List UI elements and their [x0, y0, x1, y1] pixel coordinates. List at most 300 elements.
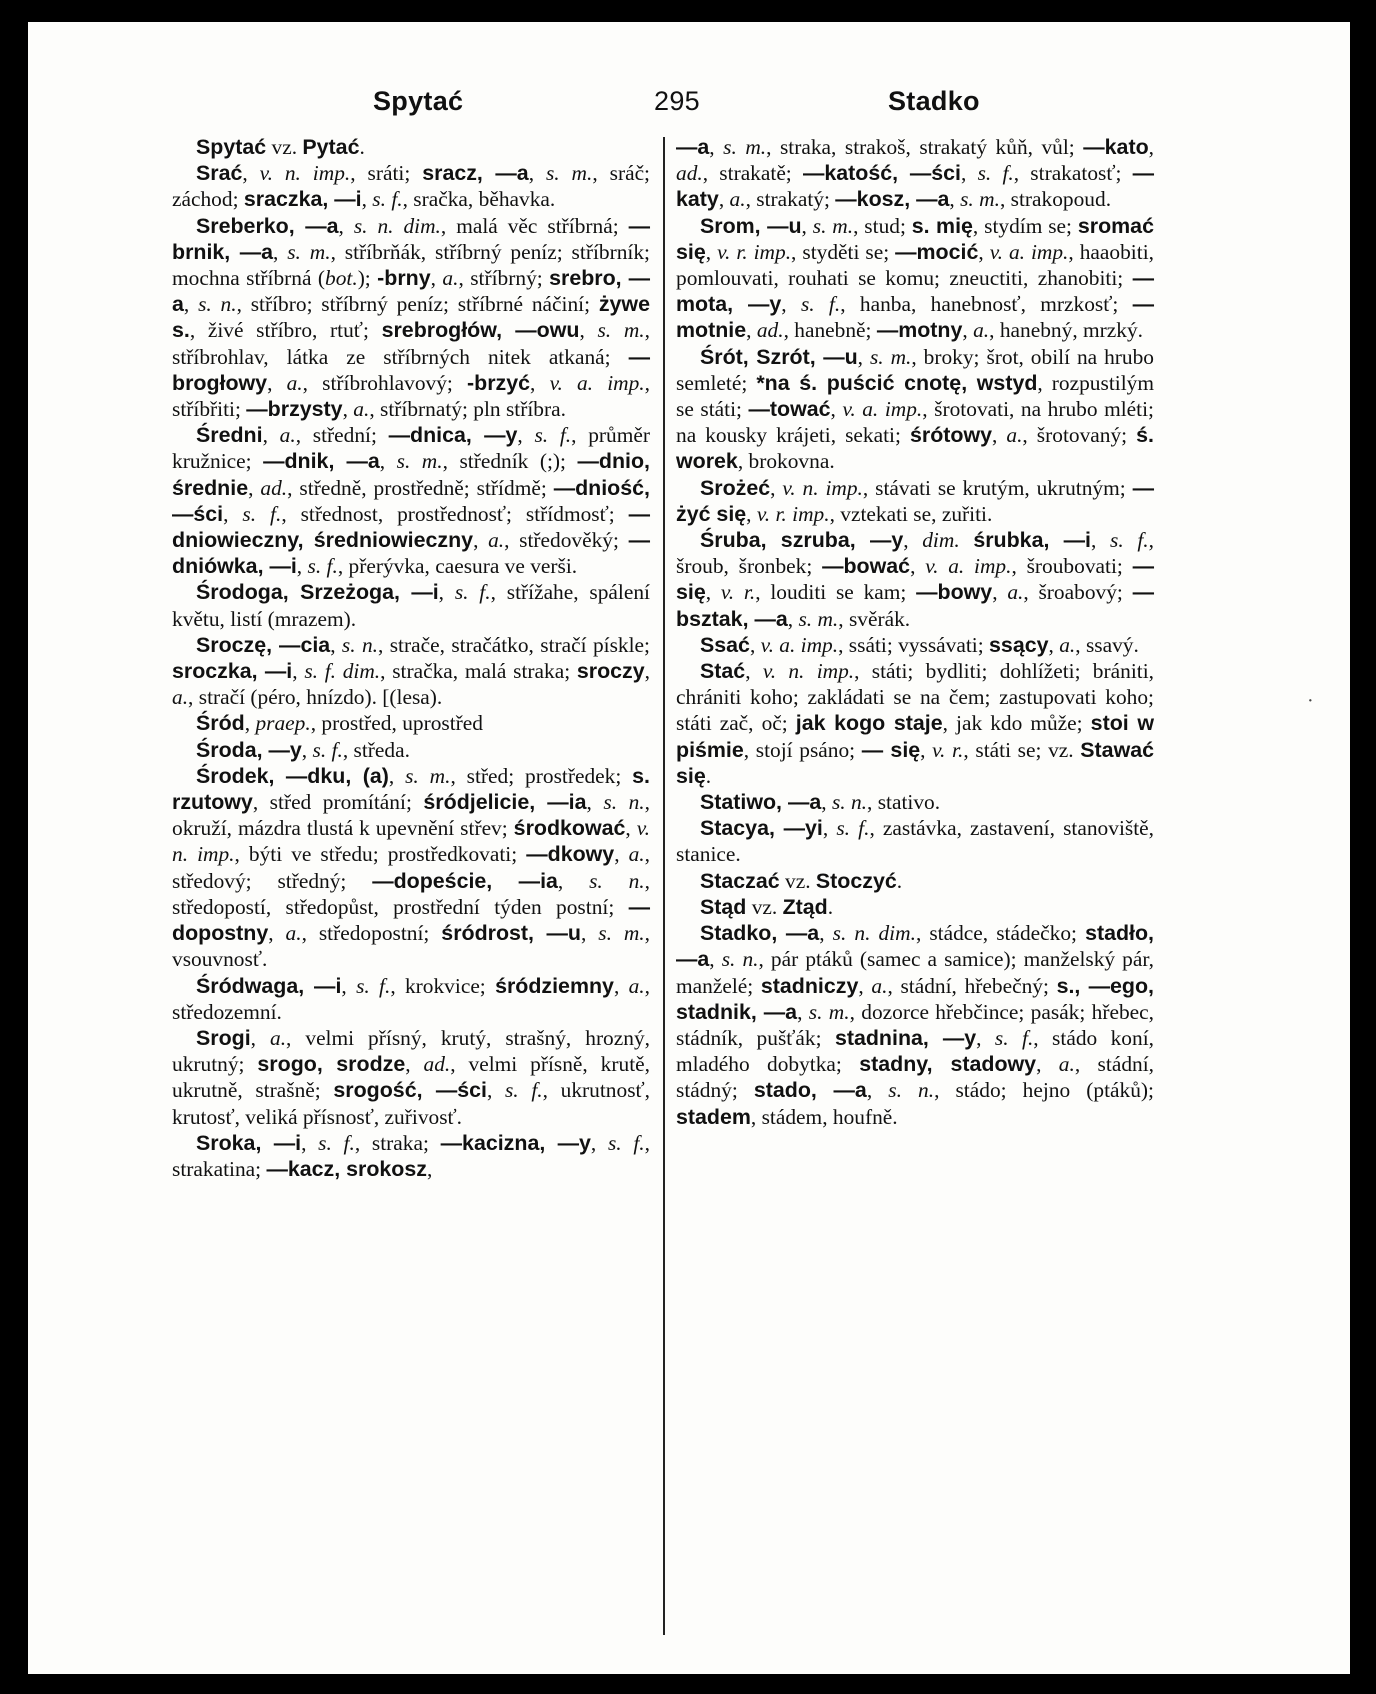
entry-grammar-label: s. f. — [836, 816, 870, 841]
entry-headword: —kato — [1083, 135, 1149, 159]
entry-text: , stříbro; stříbrný peníz; stříbrné náčiní; — [236, 292, 599, 317]
column-divider — [663, 137, 665, 1635]
entry-headword: —dnik, —a — [263, 449, 380, 474]
entry-text: , — [949, 187, 961, 212]
entry-text: , — [557, 868, 590, 893]
entry-text: , středopostí, středopůst, prostřední týden postní; — [172, 868, 650, 919]
entry-grammar-label: s. m. — [812, 213, 854, 238]
entry-text: , — [770, 475, 783, 500]
entry-headword: —mocić — [895, 239, 979, 264]
right-column — [676, 134, 1154, 1130]
entry-headword: Pytać — [302, 135, 360, 159]
entry-headword: —bowy — [916, 580, 993, 605]
entry-headword: s. rzutowy — [172, 763, 650, 815]
entry-text: , stříbrohlav, látka ze stříbrných nitek atkaná; — [172, 318, 650, 369]
entry-headword: stadny, stadowy — [859, 1052, 1037, 1077]
entry-text: , straka, strakoš, strakatý kůň, vůl; — [766, 135, 1084, 159]
dictionary-entry — [172, 710, 650, 736]
entry-text: vz. — [266, 135, 303, 159]
entry-headword: Śródwaga, —i — [196, 973, 342, 998]
entry-grammar-label: s. n. — [831, 790, 868, 815]
entry-headword: —brogłowy — [172, 344, 650, 395]
entry-headword: — się — [861, 737, 921, 762]
entry-text: , — [992, 580, 1008, 605]
entry-grammar-label: s. m. — [960, 187, 1000, 212]
entry-headword: —brnik, —a — [172, 213, 650, 264]
entry-headword: Staczać — [700, 868, 780, 893]
entry-text: vz. — [779, 868, 816, 893]
entry-grammar-label: ad. — [423, 1052, 451, 1077]
entry-text: , šroubovati; — [1011, 554, 1133, 579]
entry-grammar-label: v. a. imp. — [925, 554, 1012, 579]
entry-text: , dozorce hřebčince; pasák; hřebec, stádník, pušťák; — [676, 999, 1155, 1050]
dictionary-entry — [676, 527, 1154, 632]
entry-text: , — [242, 161, 260, 186]
entry-text: , — [819, 921, 833, 946]
entry-headword: srogo, srodze — [257, 1052, 406, 1077]
entry-headword: —kacz, srokosz — [266, 1156, 427, 1181]
entry-headword: sromać się — [676, 213, 1154, 264]
entry-headword: Stoczyć — [815, 868, 897, 893]
entry-grammar-label: s. f. — [534, 423, 572, 448]
entry-text: , hanba, hanebnosť, mrzkosť; — [840, 292, 1133, 317]
entry-text: , vztekati se, zuřiti. — [829, 501, 993, 526]
entry-grammar-label: a. — [488, 528, 505, 553]
entry-headword: Śruba, szruba, —y — [700, 528, 904, 553]
entry-text: , — [821, 790, 832, 815]
entry-grammar-label: s. f. — [800, 292, 841, 317]
entry-text: , ssavý. — [1075, 632, 1139, 657]
entry-grammar-label: a. — [628, 842, 645, 867]
entry-grammar-label: a. — [286, 370, 303, 395]
entry-headword: Srać — [196, 161, 243, 186]
entry-grammar-label: s. m. — [405, 763, 451, 788]
header-right-guide-word: Stadko — [888, 86, 980, 116]
entry-text: , malá věc stříbrná; — [440, 213, 629, 238]
entry-headword: —motny — [876, 318, 963, 343]
entry-grammar-label: s. f. — [307, 554, 338, 579]
entry-headword: —dniość, —ści — [172, 475, 650, 526]
entry-headword: sracz, —a — [422, 161, 529, 186]
entry-headword: Śrót, Szrót, —u — [700, 344, 858, 369]
entry-text: , stračí (péro, hnízdo). [(lesa). — [188, 685, 443, 710]
entry-grammar-label: a. — [270, 1025, 287, 1050]
entry-text: , — [338, 213, 354, 238]
entry-text: , — [1148, 135, 1154, 159]
entry-text: , — [709, 135, 724, 159]
entry-headword: sroczy — [576, 659, 645, 684]
entry-text: , stádem, houfně. — [750, 1104, 898, 1129]
entry-text: , velmi přísně, krutě, ukrutně, strašně; — [172, 1052, 650, 1103]
entry-text: , stávati se krutým, ukrutným; — [862, 475, 1133, 500]
entry-grammar-label: v. n. imp. — [782, 475, 863, 500]
entry-grammar-label: s. f. dim. — [304, 659, 381, 684]
entry-text: , — [978, 239, 990, 264]
entry-headword: żywe s. — [172, 292, 650, 343]
entry-text: , živé stříbro, rtuť; — [189, 318, 382, 343]
dictionary-entry — [172, 579, 650, 631]
entry-text: . — [827, 894, 834, 919]
dictionary-entry — [172, 973, 650, 1025]
entry-text: , státi se; vz. — [963, 737, 1081, 762]
entry-headword: s., —ego, stadnik, —a — [676, 973, 1154, 1024]
entry-text: ); — [357, 266, 378, 291]
entry-grammar-label: v. n. imp. — [259, 161, 351, 186]
entry-text: , — [749, 632, 761, 657]
entry-text: , strakatosť; — [1013, 161, 1133, 186]
entry-grammar-label: a. — [442, 266, 459, 291]
entry-text: , — [262, 423, 280, 448]
entry-text: , velmi přísný, krutý, strašný, hrozný, ukrutný; — [172, 1025, 650, 1077]
entry-headword: Spytać — [196, 135, 267, 159]
entry-text: , šroabový; — [1023, 580, 1133, 605]
entry-headword: stadło, —a — [676, 921, 1154, 972]
entry-text: , — [705, 580, 721, 605]
entry-grammar-label: s. n. dim. — [832, 921, 916, 946]
entry-text: , střednost, prostřednosť; střídmosť; — [281, 501, 629, 526]
entry-headword: —dopostny — [172, 894, 650, 946]
entry-grammar-label: s. m. — [808, 999, 850, 1024]
entry-text: , — [625, 816, 637, 841]
entry-headword: stadnina, —y — [834, 1025, 977, 1050]
entry-grammar-label: v. n. imp. — [762, 659, 855, 684]
entry-text: , brokovna. — [737, 449, 835, 474]
entry-grammar-label: s. f. — [454, 580, 491, 605]
entry-text: , rozpustilým se státi; — [676, 370, 1154, 422]
entry-text: , stojí psáno; — [743, 737, 862, 762]
entry-text: , stádní, hřebečný; — [887, 973, 1057, 998]
entry-headword: Śród — [196, 711, 245, 736]
entry-headword: —dopeście, —ia — [372, 868, 558, 893]
entry-text: , — [267, 370, 287, 395]
entry-grammar-label: a. — [353, 397, 370, 422]
entry-headword: Ztąd — [782, 894, 828, 919]
entry-headword: Sroka, —i — [196, 1130, 302, 1155]
entry-headword: —mota, —y — [676, 266, 1154, 317]
entry-grammar-label: s. n. — [603, 790, 645, 815]
entry-grammar-label: a. — [1007, 580, 1024, 605]
entry-text: , — [991, 423, 1007, 448]
entry-text: , — [426, 1156, 433, 1181]
entry-text: , stádní, stádný; — [676, 1052, 1154, 1103]
entry-text: , — [801, 213, 813, 238]
entry-text: , — [718, 187, 730, 212]
entry-headword: —kacizna, —y — [440, 1130, 591, 1155]
page-number: 295 — [654, 86, 700, 116]
entry-headword: —bować — [822, 554, 911, 579]
entry-text: , — [405, 1052, 424, 1077]
entry-grammar-label: s. m. — [869, 344, 912, 369]
entry-grammar-label: s. f. — [372, 187, 403, 212]
entry-text: , — [1036, 1052, 1059, 1077]
entry-text: , stříbřiti; — [172, 370, 650, 422]
entry-grammar-label: s. f. — [994, 1025, 1034, 1050]
entry-headword: —żyć się — [676, 475, 1154, 526]
entry-headword: śrubka, —i — [973, 528, 1091, 553]
entry-text: , — [709, 947, 722, 972]
entry-text: , stříbrňák, stříbrný peníz; stříbrník; mochna stříbrná ( — [172, 239, 650, 291]
entry-text: , hanebný, mrzký. — [989, 318, 1144, 343]
entry-text: , střední; — [295, 423, 389, 448]
dictionary-entry — [676, 920, 1154, 1130]
page-header — [28, 86, 1350, 136]
entry-headword: —dkowy — [526, 842, 615, 867]
entry-grammar-label: a. — [1006, 423, 1023, 448]
dictionary-entry — [676, 894, 1154, 920]
entry-text: , sračka, běhavka. — [402, 187, 556, 212]
entry-text: , ssáti; vyssávati; — [838, 632, 990, 657]
entry-text: , — [822, 816, 837, 841]
entry-grammar-label: a. — [1058, 1052, 1075, 1077]
entry-headword: -brzyć — [467, 370, 531, 395]
entry-text: , šrotovaný; — [1022, 423, 1137, 448]
entry-text: , — [614, 842, 629, 867]
entry-grammar-label: s. m. — [597, 318, 645, 343]
entry-text: , svěrák. — [838, 606, 911, 631]
entry-headword: ssący — [989, 632, 1049, 657]
left-column — [172, 134, 650, 1182]
entry-grammar-label: s. m. — [396, 449, 443, 474]
entry-grammar-label: ad. — [676, 161, 703, 186]
entry-text: , — [590, 1130, 608, 1155]
entry-grammar-label: s. n. — [589, 868, 645, 893]
entry-headword: —tować — [748, 397, 831, 422]
entry-headword: —dniowieczny, średniowieczny — [172, 501, 650, 553]
entry-text: , — [330, 632, 342, 657]
entry-headword: s. mię — [911, 213, 973, 238]
entry-text: , — [296, 554, 308, 579]
entry-headword: —dniówka, —i — [172, 528, 650, 579]
entry-text: , — [379, 449, 397, 474]
entry-text: , střed promítání; — [252, 790, 424, 815]
dictionary-entry — [172, 763, 650, 973]
entry-text: , — [866, 1078, 889, 1103]
entry-grammar-label: s. f. — [242, 501, 282, 526]
entry-grammar-label: ad. — [756, 318, 784, 343]
entry-text: , střížahe, spálení květu, listí (mrazem). — [172, 580, 650, 631]
entry-headword: —kosz, —a — [835, 187, 950, 212]
entry-headword: stado, —a — [753, 1078, 867, 1103]
entry-grammar-label: a. — [285, 921, 302, 946]
entry-headword: śródrost, —u — [441, 921, 581, 946]
entry-grammar-label: s. m. — [545, 161, 593, 186]
entry-grammar-label: s. f. — [607, 1130, 645, 1155]
entry-grammar-label: s. n. — [341, 632, 379, 657]
entry-headword: Ssać — [700, 632, 750, 657]
entry-headword: -brny — [377, 266, 431, 291]
entry-text: , — [920, 737, 933, 762]
entry-grammar-label: s. f. — [504, 1078, 543, 1103]
entry-headword: stadniczy — [760, 973, 859, 998]
entry-headword: Środek, —dku, (a) — [196, 763, 389, 788]
stray-mark: · — [1307, 690, 1314, 712]
entry-text: , — [961, 161, 978, 186]
entry-headword: Środoga, Srzeżoga, —i — [196, 580, 439, 605]
dictionary-entry — [676, 475, 1154, 527]
dictionary-entry — [676, 632, 1154, 658]
entry-text: , — [517, 423, 535, 448]
entry-grammar-label: a. — [279, 423, 296, 448]
entry-text: , — [361, 187, 373, 212]
entry-text: . — [705, 763, 712, 788]
entry-headword: —motnie — [676, 292, 1155, 343]
entry-text: , sráč; záchod; — [172, 161, 651, 212]
entry-text: , šrotovati, na hrubo mléti; na kousky krájeti, sekati; — [676, 397, 1154, 448]
dictionary-entry — [172, 632, 650, 711]
entry-grammar-label: s. f. — [1110, 528, 1149, 553]
entry-headword: Sroczę, —cia — [196, 632, 331, 657]
entry-headword: stoi w piśmie — [676, 711, 1154, 762]
entry-text: , — [976, 1025, 995, 1050]
entry-grammar-label: dim. — [922, 528, 960, 553]
entry-text: , — [613, 973, 629, 998]
entry-grammar-label: s. m. — [798, 606, 839, 631]
entry-text: , — [301, 1130, 319, 1155]
entry-text: , — [430, 266, 443, 291]
entry-text: , strakatý; — [745, 187, 836, 212]
entry-text: , šroub, šronbek; — [676, 528, 1154, 579]
entry-headword: Srom, —u — [700, 213, 802, 238]
entry-text: , stříbrný; — [458, 266, 550, 291]
entry-text: , jak kdo může; — [942, 711, 1091, 736]
entry-text: , středověký; — [504, 528, 629, 553]
entry-headword: Stacya, —yi — [700, 816, 823, 841]
entry-headword: Stać — [700, 659, 746, 684]
entry-grammar-label: s. f. — [318, 1130, 355, 1155]
entry-text: , — [745, 659, 763, 684]
entry-text: , — [858, 973, 872, 998]
entry-grammar-label: s. m. — [723, 135, 767, 159]
entry-text: , styděti se; — [791, 239, 896, 264]
entry-text: , — [244, 711, 256, 736]
entry-headword: Sreberko, —a — [196, 213, 339, 238]
entry-text: , — [292, 659, 305, 684]
entry-text: , středopostní; — [301, 921, 442, 946]
entry-text: , středový; středný; — [172, 842, 650, 893]
entry-grammar-label: v. a. imp. — [760, 632, 839, 657]
entry-text: , — [248, 475, 261, 500]
entry-headword: śródziemny — [495, 973, 614, 998]
entry-grammar-label: s. n. dim. — [353, 213, 441, 238]
entry-headword: srebrogłów, —owu — [381, 318, 580, 343]
entry-text: , — [746, 501, 757, 526]
entry-text — [960, 528, 974, 552]
entry-text: , haaobiti, pomlouvati, rouhati se komu; zneuctiti, zhanobiti; — [676, 239, 1154, 291]
entry-text: , — [579, 318, 598, 343]
entry-headword: — się — [676, 554, 1154, 605]
entry-text: , — [183, 292, 199, 317]
entry-grammar-label: v. r. — [720, 580, 756, 605]
entry-headword: śródjelicie, —ia — [423, 790, 587, 815]
entry-text: , — [438, 580, 455, 605]
entry-text: , — [342, 397, 354, 422]
entry-text: , stud; — [853, 213, 912, 238]
entry-headword: stadem — [676, 1104, 751, 1129]
entry-grammar-label: s. n. — [888, 1078, 935, 1103]
entry-grammar-label: s. m. — [598, 921, 645, 946]
entry-text: , stříbrnatý; pln stříbra. — [369, 397, 566, 422]
entry-text: , vsouvnosť. — [172, 921, 651, 972]
entry-text: , stádce, stádečko; — [915, 921, 1086, 946]
entry-text: , státi; bydliti; dohlížeti; brániti, chrániti koho; zakládati se na čem; zastupovati koho; státi zač, oč; — [676, 659, 1154, 736]
entry-grammar-label: a. — [1059, 632, 1076, 657]
entry-text: , — [746, 318, 757, 343]
entry-headword: Stadko, —a — [700, 921, 820, 946]
entry-text: , hanebně; — [783, 318, 877, 343]
entry-headword: srogość, —ści — [333, 1078, 487, 1103]
entry-headword: Srożeć — [700, 475, 771, 500]
entry-text: , louditi se kam; — [755, 580, 917, 605]
entry-text: , prostřed, uprostřed — [310, 711, 483, 736]
entry-headword: Średni — [196, 423, 263, 448]
entry-grammar-label: v. a. imp. — [549, 370, 645, 395]
entry-grammar-label: a. — [973, 318, 990, 343]
entry-text: . — [359, 135, 365, 159]
entry-grammar-label: v. a. imp. — [989, 239, 1069, 264]
entry-text: , — [580, 921, 599, 946]
dictionary-entry — [172, 160, 650, 212]
entry-text: vz. — [746, 894, 783, 919]
entry-text: , — [797, 999, 809, 1024]
dictionary-entry — [676, 658, 1154, 789]
entry-text: , — [473, 528, 489, 553]
entry-text: , okruží, mázdra tlustá k upevnění střev; — [172, 790, 650, 841]
entry-text: , ukrutnosť, krutosť, veliká přísnosť, zuřivosť. — [172, 1078, 650, 1129]
entry-grammar-label: v. n. imp. — [172, 816, 650, 867]
entry-text: , — [486, 1078, 505, 1103]
dictionary-entry — [676, 868, 1154, 894]
entry-grammar-label: a. — [729, 187, 746, 212]
entry-text: , — [705, 239, 718, 264]
entry-text: , — [528, 161, 546, 186]
entry-headword: —katość, —ści — [802, 161, 962, 186]
entry-text: , stádo; hejno (ptáků); — [934, 1078, 1154, 1103]
entry-grammar-label: praep. — [255, 711, 311, 736]
entry-headword: —bsztak, —a — [676, 580, 1155, 631]
entry-text: , — [830, 397, 843, 422]
entry-text: , strakatina; — [172, 1130, 651, 1181]
entry-headword: ś. worek — [676, 423, 1154, 474]
entry-text: , býti ve středu; prostředkovati; — [234, 842, 527, 867]
dictionary-entry — [172, 737, 650, 763]
entry-text: , — [962, 318, 974, 343]
entry-text: , stříbrohlavový; — [302, 370, 468, 395]
entry-headword: srebro, —a — [172, 266, 651, 317]
entry-headword: Srogi — [196, 1025, 251, 1050]
entry-headword: —a — [676, 135, 710, 159]
entry-text: , zastávka, zastavení, stanoviště, stanice. — [676, 816, 1154, 867]
entry-text: , — [530, 370, 550, 395]
dictionary-page — [28, 22, 1350, 1674]
entry-grammar-label: v. r. imp. — [717, 239, 792, 264]
dictionary-entry — [172, 134, 650, 160]
dictionary-entry — [676, 134, 1154, 213]
entry-text: , — [903, 528, 923, 553]
entry-text: , střed; prostředek; — [450, 763, 633, 788]
entry-text: , — [250, 1025, 270, 1050]
entry-headword: Środa, —y — [196, 737, 302, 762]
entry-headword: śrótowy — [909, 423, 992, 448]
entry-text: , straka; — [354, 1130, 441, 1155]
entry-grammar-label: s. n. — [721, 947, 759, 972]
entry-grammar-label: a. — [172, 685, 189, 710]
dictionary-entry — [172, 1130, 650, 1182]
entry-grammar-label: a. — [628, 973, 645, 998]
entry-grammar-label: bot. — [325, 266, 358, 291]
entry-text: , krokvice; — [390, 973, 496, 998]
entry-text: , — [273, 239, 288, 264]
dictionary-entry — [676, 789, 1154, 815]
